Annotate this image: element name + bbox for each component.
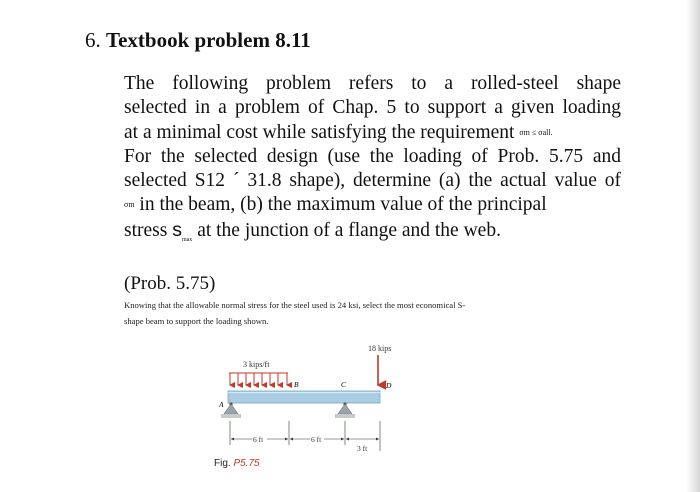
statement-line-3-text: at a minimal cost while satisfying the requirement <box>124 121 515 143</box>
sigma-max-symbol: s <box>172 218 182 241</box>
statement-line-1: The following problem refers to a rolled-steel shape <box>124 73 621 94</box>
dimension-ab-label: 6 ft <box>253 435 264 444</box>
statement-line-2: selected in a problem of Chap. 5 to support a given loading <box>124 97 621 119</box>
dimension-bc-label: 6 ft <box>311 435 322 444</box>
problem-statement <box>124 72 621 252</box>
figure-caption-prefix: Fig. <box>214 458 231 469</box>
figure-caption <box>214 458 260 469</box>
statement-line-5: selected S12 ´ 31.8 shape), determine (a) the actual value of <box>124 170 621 192</box>
prob-description-line-1: Knowing that the allowable normal stress for the steel used is 24 ksi, select the most economical S- <box>124 300 466 310</box>
stress-inequality-formula: σm ≤ σall. <box>519 127 553 137</box>
statement-line-7-post: at the junction of a flange and the web. <box>197 219 501 241</box>
problem-heading <box>85 28 311 53</box>
point-c-label: C <box>341 380 347 389</box>
sigma-m-symbol: σm <box>124 200 135 210</box>
statement-line-7 <box>124 218 621 252</box>
roller-support-c <box>335 402 355 418</box>
distributed-load-arrows <box>229 373 288 385</box>
statement-line-7-pre: stress <box>124 219 168 241</box>
beam-loading-diagram <box>200 335 430 460</box>
point-b-label: B <box>294 380 299 389</box>
statement-line-4: For the selected design (use the loading of Prob. 5.75 and <box>124 145 621 167</box>
distributed-load-label: 3 kips/ft <box>243 360 270 369</box>
prob-description <box>124 297 594 329</box>
problem-title: Textbook problem 8.11 <box>106 28 311 52</box>
statement-line-3 <box>124 121 621 145</box>
prob-description-line-2: shape beam to support the loading shown. <box>124 316 269 326</box>
figure-caption-number: P5.75 <box>233 458 260 469</box>
sigma-max-subscript: max <box>181 236 193 243</box>
prob-reference: (Prob. 5.75) <box>124 273 216 294</box>
statement-line-6-text: in the beam, (b) the maximum value of the principal <box>139 194 547 216</box>
dimension-cd-label: 3 ft <box>357 444 368 453</box>
pin-support-a <box>221 402 241 418</box>
point-d-label: D <box>386 381 392 390</box>
statement-line-6 <box>124 193 621 217</box>
problem-number: 6. <box>85 28 101 52</box>
point-load-label: 18 kips <box>368 344 392 353</box>
page-edge-shadow <box>686 0 700 492</box>
point-a-label: A <box>219 400 224 409</box>
